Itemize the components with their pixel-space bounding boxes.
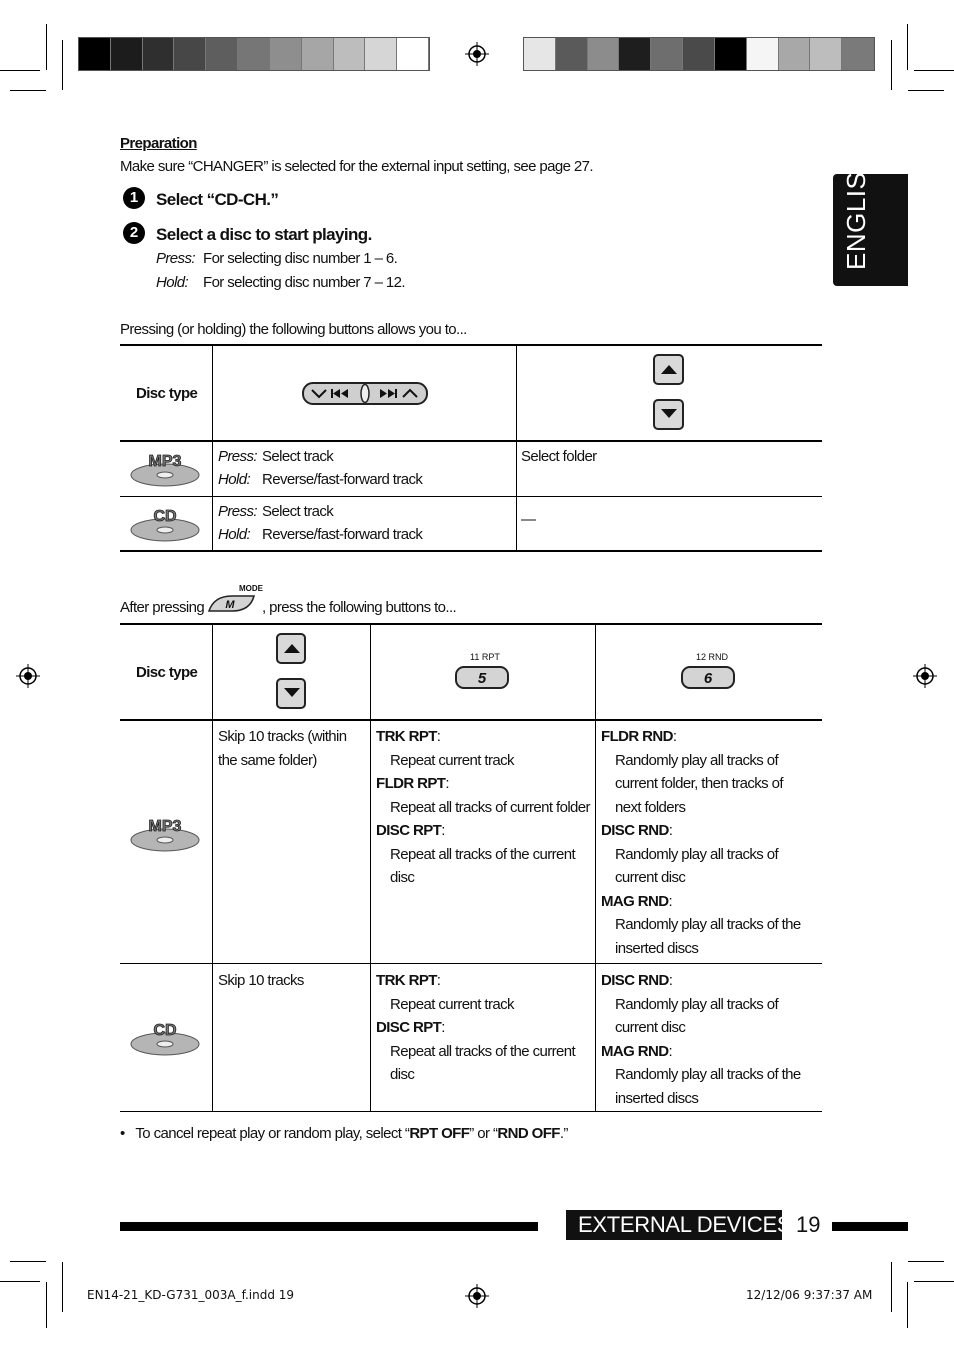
mode-desc: Repeat all tracks of the current bbox=[390, 845, 576, 863]
note-line bbox=[120, 1124, 568, 1144]
color-swatch bbox=[365, 38, 397, 70]
svg-text:M: M bbox=[225, 599, 235, 611]
mode-label: TRK RPT bbox=[376, 728, 437, 745]
hold-action: Reverse/fast-forward track bbox=[262, 526, 423, 543]
rnd-off-label: RND OFF bbox=[497, 1125, 560, 1142]
rpt-off-label: RPT OFF bbox=[409, 1125, 470, 1142]
svg-text:CD: CD bbox=[153, 508, 177, 525]
footer-date: 12/12/06 9:37:37 AM bbox=[746, 1288, 873, 1302]
registration-mark-icon bbox=[465, 42, 489, 66]
registration-mark-icon bbox=[913, 664, 937, 688]
mp3-random-cell: FLDR RND: Randomly play all tracks of current folder, then tracks of next folders DISC RND: Randomly play all tracks of current disc MAG RND: Randomly play all tracks of the inserted discs bbox=[601, 725, 801, 960]
press-label: Press: bbox=[218, 448, 257, 465]
cd-random-cell: DISC RND: Randomly play all tracks of current disc MAG RND: Randomly play all tracks of the inserted discs bbox=[601, 969, 801, 1110]
hold-action: Reverse/fast-forward track bbox=[262, 471, 423, 488]
color-swatch bbox=[683, 38, 715, 70]
cell-line: Skip 10 tracks bbox=[218, 972, 304, 989]
folder-action: — bbox=[521, 511, 536, 528]
color-swatch bbox=[747, 38, 779, 70]
mode-label: DISC RND bbox=[601, 822, 669, 839]
footer-bar-left bbox=[120, 1222, 538, 1231]
registration-mark-icon bbox=[465, 1284, 489, 1308]
press-action: Select track bbox=[262, 448, 334, 465]
mode-desc: next folders bbox=[615, 798, 686, 816]
bullet: • bbox=[120, 1125, 125, 1142]
mp3-disc-icon bbox=[130, 813, 200, 858]
cd-disc-icon bbox=[130, 1017, 200, 1062]
color-bar-right bbox=[523, 37, 875, 71]
section-title: EXTERNAL DEVICES bbox=[578, 1212, 792, 1237]
step-number: 2 bbox=[123, 222, 145, 244]
down-button bbox=[276, 678, 306, 709]
disc-type-header: Disc type bbox=[136, 385, 198, 402]
color-swatch bbox=[810, 38, 842, 70]
language-label: ENGLISH bbox=[841, 152, 871, 270]
svg-text:CD: CD bbox=[153, 1022, 177, 1039]
mode-label: DISC RPT bbox=[376, 822, 442, 839]
mode-desc: Randomly play all tracks of bbox=[615, 995, 779, 1013]
color-swatch bbox=[174, 38, 206, 70]
footer-file: EN14-21_KD-G731_003A_f.indd 19 bbox=[87, 1288, 295, 1302]
hold-text: For selecting disc number 7 – 12. bbox=[203, 274, 405, 291]
mode-desc: inserted discs bbox=[615, 939, 699, 957]
cell-line: Skip 10 tracks (within bbox=[218, 728, 347, 745]
hold-label: Hold: bbox=[156, 274, 189, 291]
mode-desc: current folder, then tracks of bbox=[615, 775, 783, 792]
color-swatch bbox=[143, 38, 175, 70]
mode-desc: Randomly play all tracks of bbox=[615, 751, 779, 769]
table1-intro: Pressing (or holding) the following buttons allows you to... bbox=[120, 321, 467, 338]
mode-desc: Randomly play all tracks of the bbox=[615, 916, 801, 933]
mp3-repeat-cell: TRK RPT: Repeat current track FLDR RPT: Repeat all tracks of current folder DISC RPT: Repeat all tracks of the current disc bbox=[376, 725, 590, 890]
step-text: Select a disc to start playing. bbox=[156, 225, 372, 244]
table2-intro-after: , press the following buttons to... bbox=[262, 599, 457, 616]
press-text: For selecting disc number 1 – 6. bbox=[203, 250, 398, 267]
color-swatch bbox=[556, 38, 588, 70]
color-swatch bbox=[111, 38, 143, 70]
color-bar-left bbox=[78, 37, 430, 71]
mode-desc: disc bbox=[390, 1066, 415, 1083]
mode-desc: inserted discs bbox=[615, 1089, 699, 1107]
color-swatch bbox=[238, 38, 270, 70]
color-swatch bbox=[397, 38, 429, 70]
folder-up-button bbox=[653, 354, 684, 385]
table2-intro-before: After pressing bbox=[120, 599, 205, 616]
mp3-skip-cell bbox=[218, 725, 347, 772]
color-swatch bbox=[270, 38, 302, 70]
mode-label: MAG RND bbox=[601, 1042, 669, 1060]
press-action: Select track bbox=[262, 503, 334, 520]
press-label: Press: bbox=[218, 503, 257, 520]
mode-label: TRK RPT bbox=[376, 972, 437, 989]
cell-line: the same folder) bbox=[218, 751, 317, 769]
rnd-button-6 bbox=[680, 650, 736, 692]
svg-text:6: 6 bbox=[703, 670, 713, 687]
color-swatch bbox=[779, 38, 811, 70]
mode-desc: Repeat all tracks of the current bbox=[390, 1042, 576, 1060]
mp3-disc-icon bbox=[130, 448, 200, 493]
svg-text:MP3: MP3 bbox=[148, 453, 182, 470]
mode-desc: Repeat all tracks of current folder bbox=[390, 798, 590, 816]
color-swatch bbox=[206, 38, 238, 70]
mode-label: FLDR RPT bbox=[376, 775, 446, 792]
preparation-text: Make sure “CHANGER” is selected for the external input setting, see page 27. bbox=[120, 158, 593, 175]
cd-repeat-cell: TRK RPT: Repeat current track DISC RPT: Repeat all tracks of the current disc bbox=[376, 969, 575, 1087]
mode-desc: Randomly play all tracks of the bbox=[615, 1066, 801, 1083]
mode-desc: disc bbox=[390, 869, 415, 886]
mode-label: MAG RND bbox=[601, 892, 669, 910]
mode-button bbox=[206, 583, 263, 615]
color-swatch bbox=[79, 38, 111, 70]
svg-text:MP3: MP3 bbox=[148, 818, 182, 835]
track-select-button bbox=[302, 382, 428, 405]
color-swatch bbox=[524, 38, 556, 70]
folder-down-button bbox=[653, 399, 684, 430]
page-number: 19 bbox=[796, 1212, 821, 1237]
mode-desc: Randomly play all tracks of bbox=[615, 845, 779, 863]
folder-action: Select folder bbox=[521, 448, 597, 465]
step-text: Select “CD-CH.” bbox=[156, 190, 279, 209]
svg-text:12 RND: 12 RND bbox=[696, 652, 729, 662]
disc-type-header: Disc type bbox=[136, 664, 198, 681]
mode-label: DISC RND bbox=[601, 972, 669, 989]
footer-bar-right bbox=[832, 1222, 908, 1231]
svg-text:5: 5 bbox=[477, 670, 487, 687]
mode-desc: Repeat current track bbox=[390, 751, 514, 769]
hold-label: Hold: bbox=[218, 526, 251, 543]
mode-label: FLDR RND bbox=[601, 728, 673, 745]
press-label: Press: bbox=[156, 250, 195, 267]
preparation-heading: Preparation bbox=[120, 135, 197, 152]
color-swatch bbox=[302, 38, 334, 70]
cd-skip-cell bbox=[218, 969, 304, 993]
mode-desc: current disc bbox=[615, 1019, 686, 1036]
note-mid: ” or “ bbox=[469, 1125, 498, 1142]
color-swatch bbox=[334, 38, 366, 70]
note-before: To cancel repeat play or random play, select “ bbox=[135, 1125, 410, 1142]
svg-text:MODE: MODE bbox=[239, 584, 263, 593]
color-swatch bbox=[588, 38, 620, 70]
step-number: 1 bbox=[123, 187, 145, 209]
rpt-button-5 bbox=[454, 650, 510, 692]
svg-text:11 RPT: 11 RPT bbox=[470, 652, 500, 662]
mode-label: DISC RPT bbox=[376, 1019, 442, 1036]
mode-desc: current disc bbox=[615, 869, 686, 886]
up-button bbox=[276, 633, 306, 664]
color-swatch bbox=[842, 38, 874, 70]
mode-desc: Repeat current track bbox=[390, 995, 514, 1013]
note-after: .” bbox=[559, 1125, 568, 1142]
language-tab bbox=[833, 152, 908, 286]
hold-label: Hold: bbox=[218, 471, 251, 488]
color-swatch bbox=[619, 38, 651, 70]
color-swatch bbox=[651, 38, 683, 70]
color-swatch bbox=[715, 38, 747, 70]
registration-mark-icon bbox=[16, 664, 40, 688]
section-title-box bbox=[566, 1210, 792, 1240]
cd-disc-icon bbox=[130, 503, 200, 548]
